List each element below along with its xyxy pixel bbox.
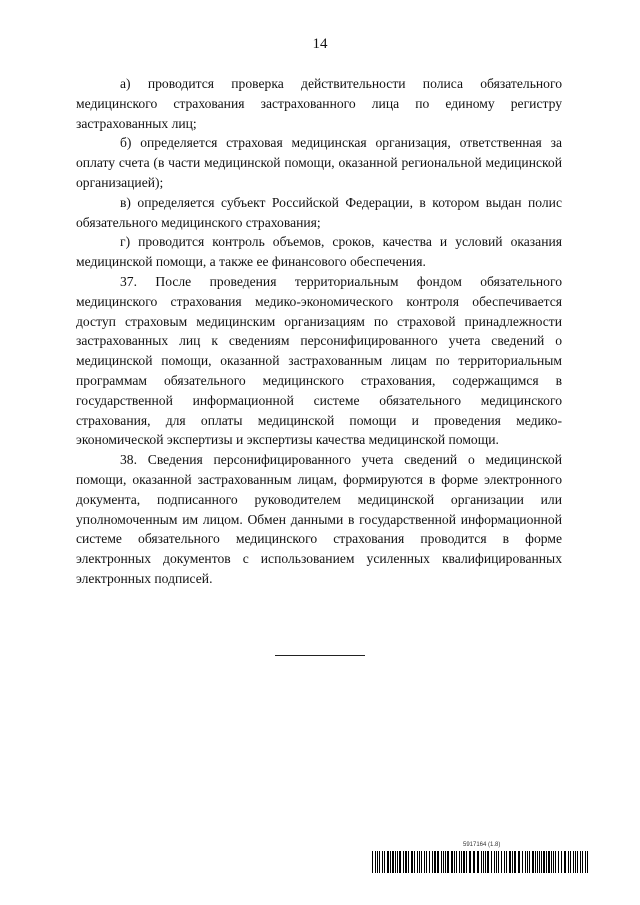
end-divider (275, 655, 365, 656)
paragraph-37: 37. После проведения территориальным фондом обязательного медицинского страхования медико-экономического контроля обеспечивается доступ страховым медицинским организациям по страховой принадлежности застрахованных лиц к сведениям персонифицированного учета сведений о медицинской помощи, оказанной застрахованным лицам по территориальным программам обязательного медицинского страхования, содержащимся в государственной информационной системе обязательного медицинского страхования, для оплаты медицинской помощи и проведения медико-экономической экспертизы и экспертизы качества медицинской помощи. (76, 273, 562, 448)
paragraph-v: в) определяется субъект Российской Федерации, в котором выдан полис обязательного медицинского страхования; (76, 194, 562, 230)
document-body (76, 74, 562, 589)
paragraph-g: г) проводится контроль объемов, сроков, качества и условий оказания медицинской помощи, а также ее финансового обеспечения. (76, 234, 562, 270)
paragraph-a: а) проводится проверка действительности полиса обязательного медицинского страхования застрахованного лица по единому регистру застрахованных лиц; (76, 76, 562, 131)
page-number: 14 (312, 36, 328, 52)
barcode-icon (372, 851, 588, 873)
paragraph-b: б) определяется страховая медицинская организация, ответственная за оплату счета (в части медицинской помощи, оказанной региональной медицинской организацией); (76, 135, 562, 190)
paragraph-38: 38. Сведения персонифицированного учета сведений о медицинской помощи, оказанной застрахованным лицам, формируются в форме электронного документа, подписанного руководителем медицинской организации или уполномоченным им лицом. Обмен данными в государственной информационной системе обязательного медицинского страхования проводится в форме электронных документов с использованием усиленных квалифицированных электронных подписей. (76, 452, 562, 586)
document-code: 5917164 (1.8) (463, 842, 501, 848)
